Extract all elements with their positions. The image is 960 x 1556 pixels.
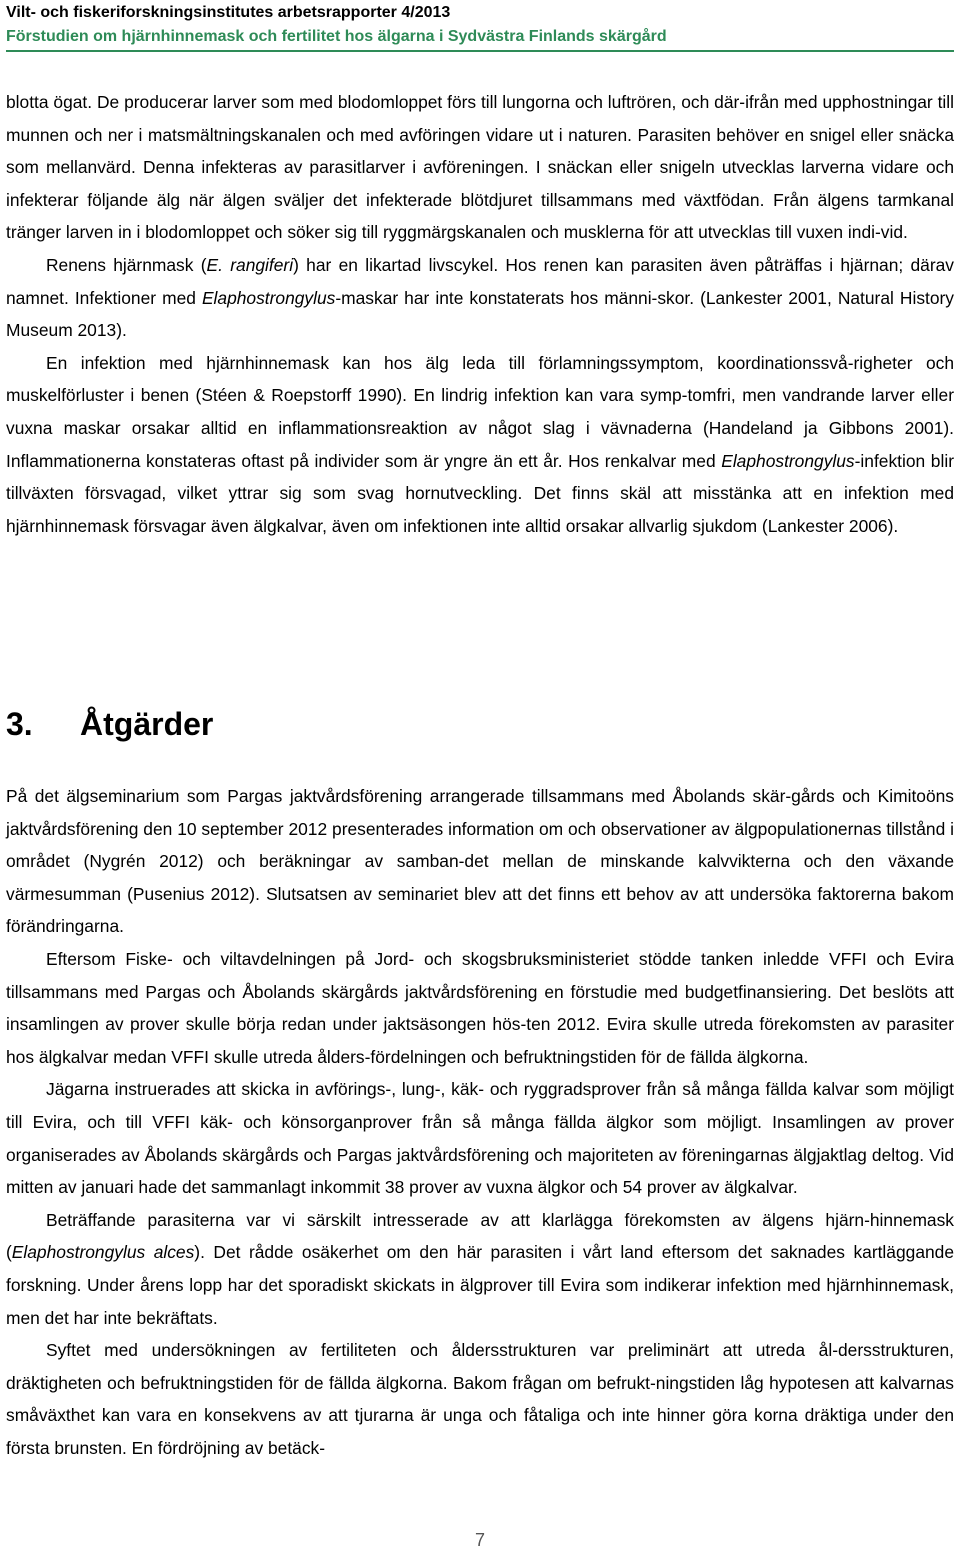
paragraph	[6, 943, 954, 1073]
report-title: Förstudien om hjärnhinnemask och fertilitet hos älgarna i Sydvästra Finlands skärgård	[6, 28, 667, 45]
paragraph	[6, 1204, 954, 1334]
paragraph	[6, 1334, 954, 1464]
italic-text: Elaphostrongylus	[201, 287, 336, 308]
paragraph	[6, 86, 954, 249]
header-divider	[6, 50, 954, 52]
paragraph	[6, 249, 954, 347]
section-heading	[6, 706, 213, 743]
report-series-title: Vilt- och fiskeriforskningsinstitutes arbetsrapporter 4/2013	[6, 4, 451, 21]
paragraph	[6, 1073, 954, 1203]
text-run: Renens hjärnmask (	[46, 254, 207, 275]
text-run: Jägarna instruerades att skicka in avförings-, lung-, käk- och ryggradsprover från så många fällda kalvar som möjligt till Evira, och till VFFI käk- och könsorganprover från så många fällda älgkor som möjligt. Insamlingen av prover organiserades av Åbolands skärgårds och Pargas jaktvårdsförening och majoriteten av föreningarnas älgjaktlag deltog. Vid mitten av januari hade det sammanlagt inkommit 38 prover av vuxna älgkor och 54 prover av älgkalvar.	[6, 1079, 954, 1198]
text-run: -infektion blir tillväxten försvagad, vilket yttrar sig som svag hornutveckling. Det finns skäl att misstänka att en infektion med hjärnhinnemask försvagar även älgkalvar, även om infektionen inte alltid orsakar allvarlig sjukdom (Lankester 2006).	[6, 450, 954, 536]
text-run: ). Det rådde osäkerhet om den här parasiten i vårt land eftersom det saknades kartläggande forskning. Under årens lopp har det sporadiskt skickats in älgprover till Evira som indikerar infektion med hjärnhinnemask, men det har inte bekräftats.	[6, 1242, 955, 1328]
text-run: En infektion med hjärnhinnemask kan hos älg leda till förlamningssymptom, koordinationssvå-righeter och muskelförluster i benen (Stéen & Roepstorff 1990). En lindrig infektion kan vara symp-tomfri, men vandrande larver eller vuxna maskar orsakar alltid en inflammationsreaktion av något slag i vävnaderna (Handeland ja Gibbons 2001). Inflammationerna konstateras oftast på individer som är yngre än ett år. Hos renkalvar med	[6, 352, 954, 471]
text-run: blotta ögat. De producerar larver som med blodomloppet förs till lungorna och luftrören, och där-ifrån med upphostningar till munnen och ner i matsmältningskanalen och med avföringen vidare ut i naturen. Parasiten behöver en snigel eller snäcka som mellanvärd. Denna infekteras av parasitlarver i avföreningen. I snäckan eller snigeln utvecklas larverna vidare och infekterar följande älg när älgen sväljer det infekterade blötdjuret tillsammans med växtfödan. Från älgens tarmkanal tränger larven in i blodomloppet och söker sig till ryggmärgskanalen och musklerna för att utvecklas till vuxen indi-vid.	[6, 92, 954, 243]
text-run: Syftet med undersökningen av fertiliteten och åldersstrukturen var preliminärt att utreda ål-dersstrukturen, dräktigheten och befruktningstiden för de fällda älgkorna. Bakom frågan om befrukt-ningstiden låg hypotesen att kalvarnas småväxthet kan vara en konsekvens av att tjurarna är unga och fåtaliga och inte hinner göra korna dräktiga under den första brunsten. En fördröjning av betäck-	[6, 1340, 954, 1458]
text-run: ) har en likartad livscykel. Hos renen kan parasiten även påträffas i hjärnan; därav namnet. Infektioner med	[6, 254, 954, 308]
section-title: Åtgärder	[80, 706, 214, 742]
paragraph	[6, 347, 954, 543]
italic-text: Elaphostrongylus	[721, 450, 855, 471]
section-number: 3.	[6, 706, 33, 742]
body-text-top	[6, 86, 954, 542]
text-run: -maskar har inte konstaterats hos männi-skor. (Lankester 2001, Natural History Museum 2013).	[6, 287, 955, 341]
running-header	[6, 2, 954, 48]
italic-text: Elaphostrongylus alces	[11, 1242, 195, 1263]
text-run: Eftersom Fiske- och viltavdelningen på Jord- och skogsbruksministeriet stödde tanken inledde VFFI och Evira tillsammans med Pargas och Åbolands skärgårds jaktvårdsförening en förstudie med budgetfinansiering. Det beslöts att insamlingen av prover skulle börja redan under jaktsäsongen hös-ten 2012. Evira skulle utreda förekomsten av parasiter hos älgkalvar medan VFFI skulle utreda ålders-fördelningen och befruktningstiden för de fällda älgkorna.	[6, 948, 954, 1067]
text-run: Beträffande parasiterna var vi särskilt intresserade av att klarlägga förekomsten av älgens hjärn-hinnemask (	[6, 1209, 954, 1263]
paragraph	[6, 780, 954, 943]
italic-text: E. rangiferi	[206, 254, 294, 275]
text-run: På det älgseminarium som Pargas jaktvårdsförening arrangerade tillsammans med Åbolands skär-gårds och Kimitoöns jaktvårdsförening den 10 september 2012 presenterades information om och observationer av älgpopulationernas tillstånd i området (Nygrén 2012) och beräkningar av samban-det mellan de minskande kalvvikterna och den växande värmesumman (Pusenius 2012). Slutsatsen av seminariet blev att det finns ett behov av att undersöka faktorerna bakom förändringarna.	[6, 786, 954, 937]
body-text-bottom	[6, 780, 954, 1464]
page-number: 7	[474, 1530, 485, 1550]
